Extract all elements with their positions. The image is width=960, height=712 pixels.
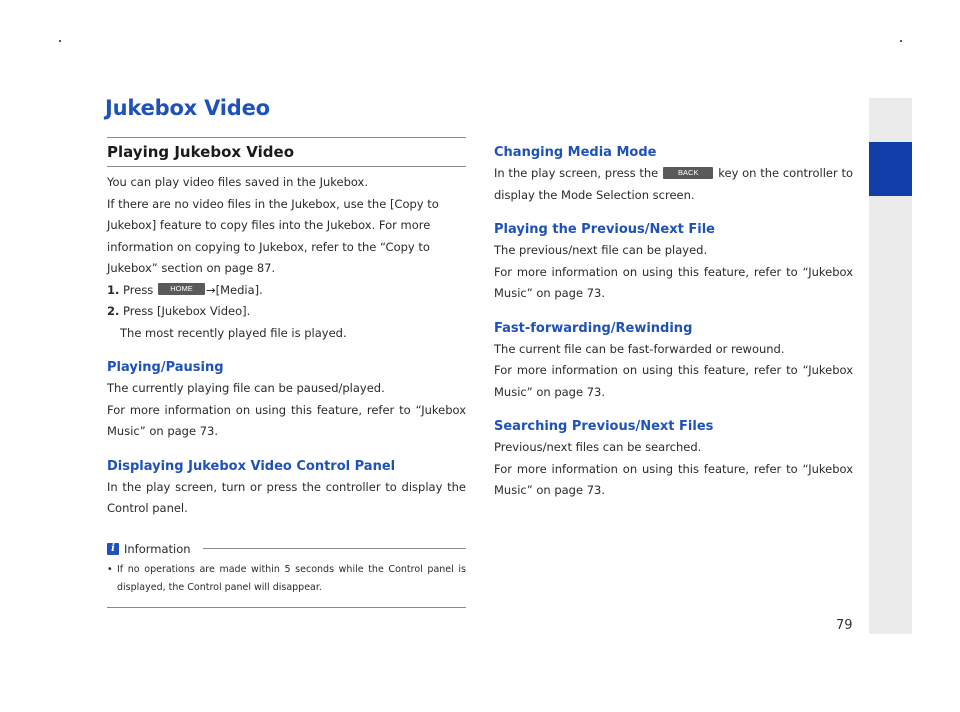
page-number: 79	[836, 618, 853, 633]
prev-next-heading: Playing the Previous/Next File	[494, 222, 715, 237]
information-item	[107, 561, 466, 597]
information-text: If no operations are made within 5 seconds while the Control panel is displayed, the Control panel will disappear.	[117, 563, 466, 593]
information-label: Information	[124, 541, 191, 556]
playing-pausing-line-1: The currently playing file can be paused/played.	[107, 381, 385, 395]
media-mode-post: key on the controller to display the Mode Selection screen.	[494, 166, 853, 202]
crop-mark-left	[59, 40, 61, 42]
searching-line-2: For more information on using this feature, refer to “Jukebox Music” on page 73.	[494, 461, 853, 497]
searching-heading: Searching Previous/Next Files	[494, 419, 714, 434]
media-mode-text	[494, 163, 853, 206]
information-body	[107, 556, 466, 608]
media-mode-heading: Changing Media Mode	[494, 145, 657, 160]
intro-paragraph-1: You can play video files saved in the Jukebox.	[107, 175, 369, 189]
home-key-icon: HOME	[158, 283, 205, 295]
section-title: Playing Jukebox Video	[107, 137, 466, 167]
chapter-title: Jukebox Video	[105, 96, 270, 120]
step-2-number: 2.	[107, 304, 120, 318]
step-1-post: →[Media].	[205, 282, 263, 297]
back-key-icon: BACK	[663, 167, 713, 179]
left-column	[107, 137, 466, 608]
information-rule	[203, 548, 466, 549]
playing-pausing-heading: Playing/Pausing	[107, 360, 224, 375]
fast-forward-heading: Fast-forwarding/Rewinding	[494, 320, 693, 336]
searching-line-1: Previous/next files can be searched.	[494, 440, 702, 454]
step-2	[107, 301, 466, 323]
fast-forward-line-1: The current file can be fast-forwarded or rewound.	[494, 341, 785, 356]
information-header	[107, 542, 466, 556]
control-panel-heading: Displaying Jukebox Video Control Panel	[107, 458, 396, 474]
prev-next-line-1: The previous/next file can be played.	[494, 243, 708, 257]
media-mode-pre: In the play screen, press the	[494, 166, 659, 180]
control-panel-text: In the play screen, turn or press the controller to display the Control panel.	[107, 479, 466, 515]
right-column	[494, 143, 853, 502]
step-result: The most recently played file is played.	[120, 325, 347, 340]
step-1-pre: Press	[123, 282, 157, 297]
bullet-icon: •	[107, 563, 113, 575]
step-1-number: 1.	[107, 282, 120, 297]
playing-pausing-line-2: For more information on using this feature, refer to “Jukebox Music” on page 73.	[107, 402, 466, 438]
prev-next-line-2: For more information on using this feature, refer to “Jukebox Music” on page 73.	[494, 264, 853, 300]
chapter-side-strip	[869, 98, 912, 634]
step-2-text: Press [Jukebox Video].	[123, 304, 251, 318]
information-box	[107, 542, 466, 608]
intro-paragraph-2: If there are no video files in the Jukebox, use the [Copy to Jukebox] feature to copy files into the Jukebox. For more information on copying to Jukebox, refer to the “Copy to Jukebox” section on page 87.	[107, 196, 439, 275]
fast-forward-line-2: For more information on using this feature, refer to “Jukebox Music” on page 73.	[494, 363, 853, 399]
info-icon: i	[107, 543, 119, 555]
step-1	[107, 280, 466, 302]
chapter-side-tab	[869, 142, 912, 196]
crop-mark-right	[900, 40, 902, 42]
